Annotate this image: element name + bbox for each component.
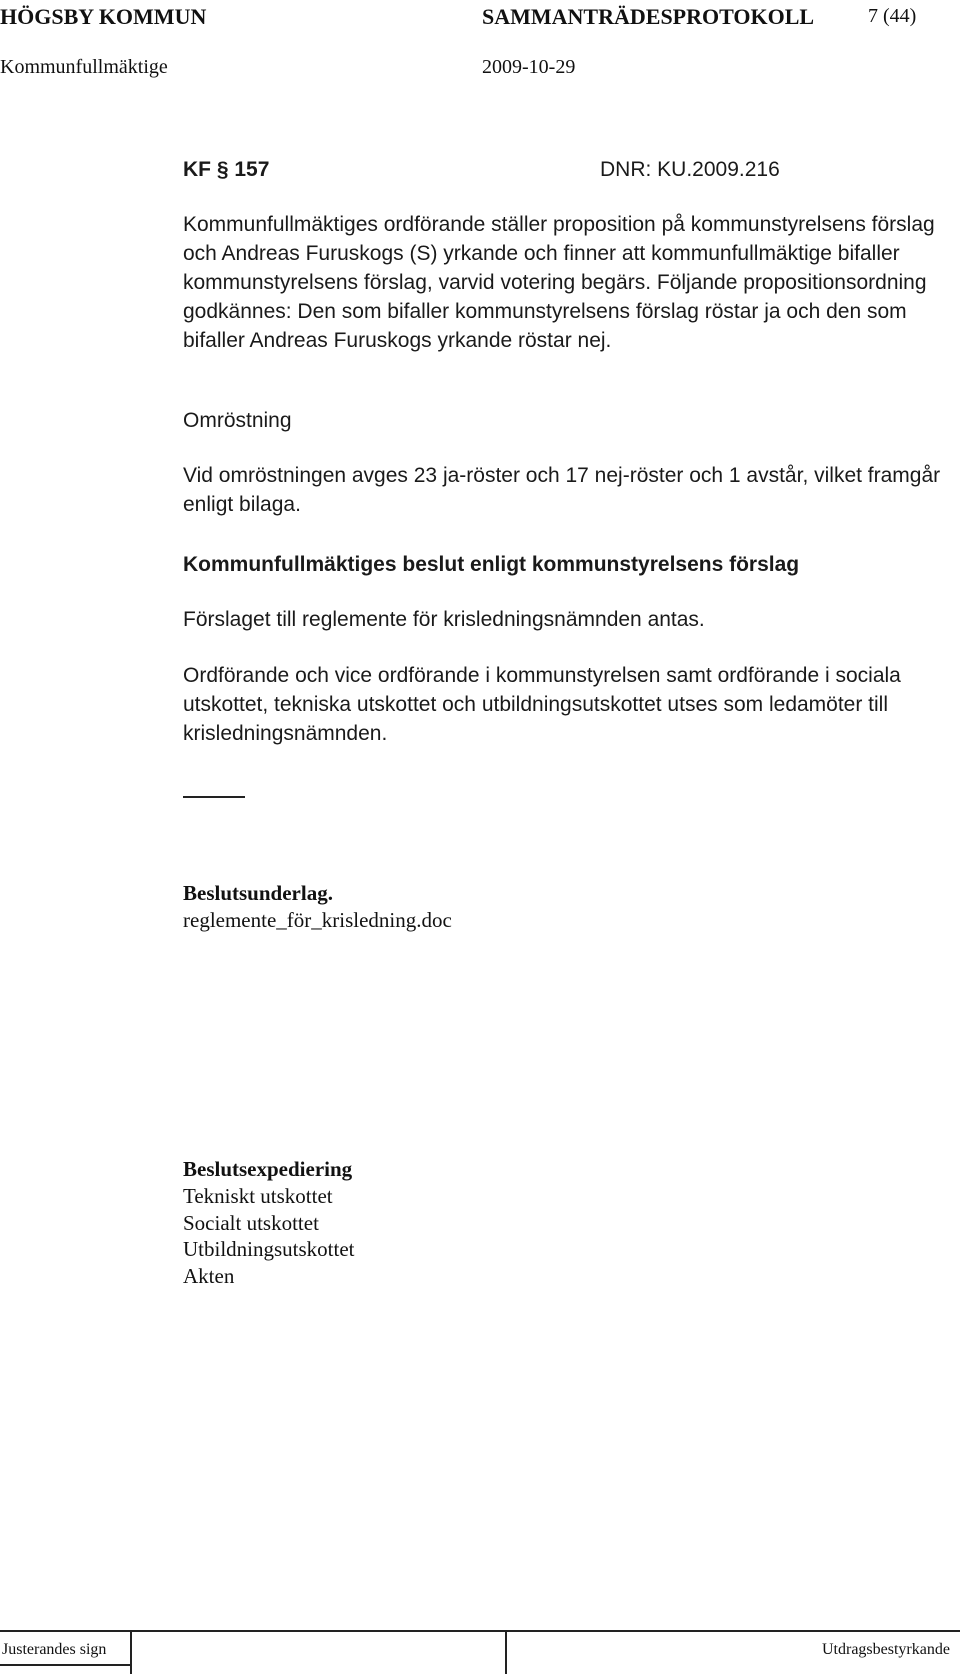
meeting-date: 2009-10-29 bbox=[482, 56, 576, 78]
footer-utdragsbestyrkande: Utdragsbestyrkande bbox=[822, 1641, 950, 1658]
document-type: SAMMANTRÄDESPROTOKOLL bbox=[482, 4, 815, 29]
dispatch-item: Socialt utskottet bbox=[183, 1211, 319, 1235]
footer-justerandes-sign: Justerandes sign bbox=[2, 1641, 107, 1658]
meeting-body: Kommunfullmäktige bbox=[0, 56, 168, 78]
dispatch-heading: Beslutsexpediering bbox=[183, 1157, 353, 1181]
footer-separator-right bbox=[505, 1630, 507, 1674]
intro-paragraph: Kommunfullmäktiges ordförande ställer proposition på kommunstyrelsens förslag och Andreas Furuskogs (S) yrkande och finner att kommunfullmäktige bifaller kommunstyrelsens förslag, varvid votering begärs. Följande propositionsordning godkännes: Den som bifaller kommunstyrelsens förslag röstar ja och den som bifaller Andreas Furuskogs yrkande röstar nej. bbox=[183, 213, 935, 352]
municipality-name: HÖGSBY KOMMUN bbox=[0, 4, 207, 29]
page-number: 7 (44) bbox=[868, 5, 917, 27]
basis-heading: Beslutsunderlag. bbox=[183, 881, 333, 905]
case-paragraph: KF § 157 bbox=[183, 158, 270, 181]
vote-text: Vid omröstningen avges 23 ja-röster och 17 nej-röster och 1 avstår, vilket framgår enligt bilaga. bbox=[183, 464, 941, 516]
dispatch-item: Utbildningsutskottet bbox=[183, 1237, 355, 1261]
vote-heading: Omröstning bbox=[183, 409, 292, 432]
footer-sign-line bbox=[0, 1664, 130, 1666]
dispatch-item: Akten bbox=[183, 1264, 235, 1288]
footer-rule bbox=[0, 1630, 960, 1632]
decision-text-2: Ordförande och vice ordförande i kommunstyrelsen samt ordförande i sociala utskottet, tekniska utskottet och utbildningsutskottet utses som ledamöter till krisledningsnämnden. bbox=[183, 664, 901, 745]
basis-file: reglemente_för_krisledning.doc bbox=[183, 908, 452, 932]
decision-heading: Kommunfullmäktiges beslut enligt kommunstyrelsens förslag bbox=[183, 553, 800, 576]
footer-separator-left bbox=[130, 1630, 132, 1674]
section-divider bbox=[183, 796, 245, 798]
dispatch-item: Tekniskt utskottet bbox=[183, 1184, 333, 1208]
decision-text-1: Förslaget till reglemente för krisledningsnämnden antas. bbox=[183, 608, 705, 631]
case-dnr: DNR: KU.2009.216 bbox=[600, 158, 780, 181]
